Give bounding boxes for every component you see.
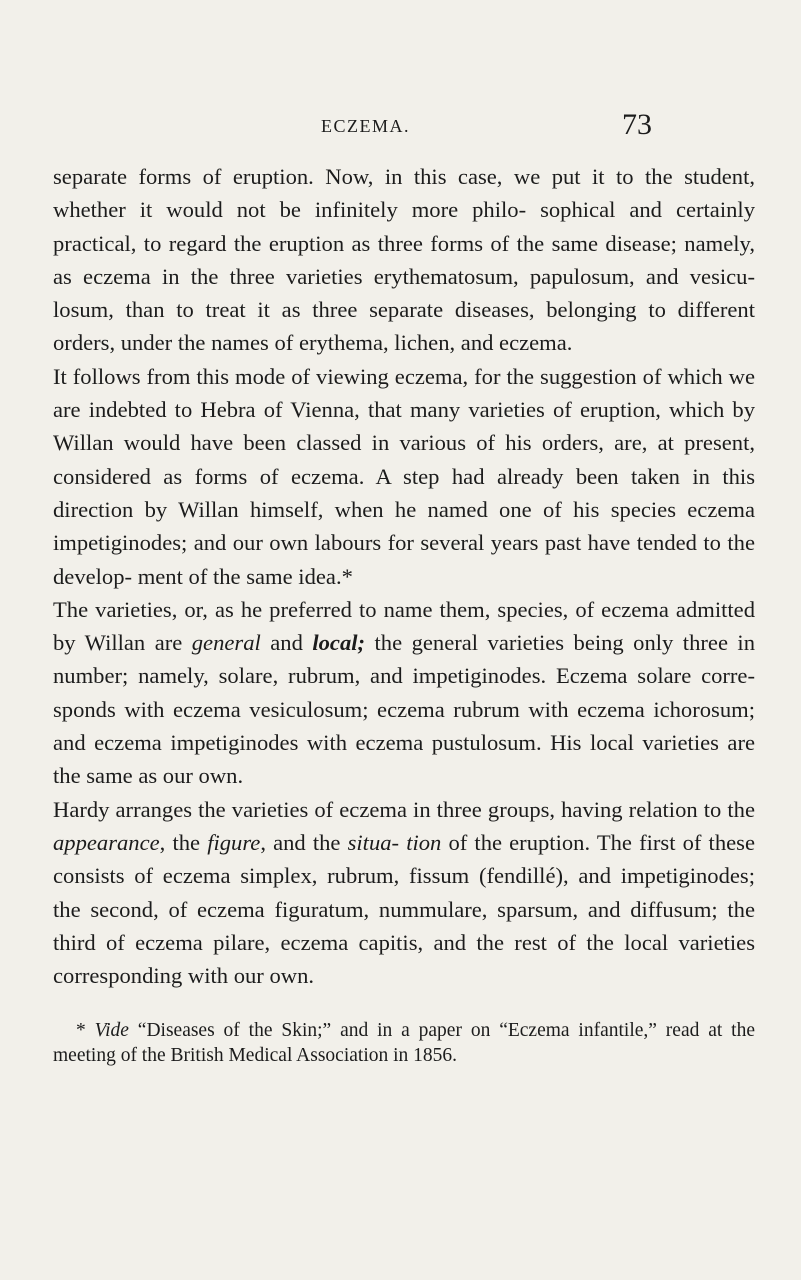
emphasis-text: local; <box>312 630 366 656</box>
emphasis-text: figure <box>207 829 261 855</box>
text-run: , the <box>159 829 208 855</box>
body-text <box>53 160 755 992</box>
footnote <box>53 1019 755 1068</box>
paragraph <box>53 360 755 593</box>
text-run: and <box>260 630 313 656</box>
paragraph <box>53 160 755 360</box>
text-run: The varieties, or, as he preferred to name them, species, of eczema admitted by Willan are <box>53 596 755 656</box>
text-run: “Diseases of the Skin;” and in a paper on “Eczema infantile,” read at the meeting of the British Medical Association in 1856. <box>53 1020 755 1066</box>
emphasis-text: situa- tion <box>347 829 442 855</box>
paragraph <box>53 793 755 993</box>
emphasis-text: Vide <box>94 1020 129 1041</box>
paragraph <box>53 593 755 793</box>
text-run: separate forms of eruption. Now, in this case, we put it to the student, whether it would not be infinitely more philo- sophical and certainly practical, to regard the eruption as three forms of the same disease; namely, as eczema in the three varieties erythematosum, papulosum, and vesicu- losum, than to treat it as three separate diseases, belonging to different orders, under the names of erythema, lichen, and eczema. <box>53 164 755 356</box>
page-header <box>0 108 801 148</box>
running-title: ECZEMA. <box>321 116 410 136</box>
text-run: of the eruption. The first of these consists of eczema simplex, rubrum, fissum (fendillé), and impetiginodes; the second, of eczema figuratum, nummulare, sparsum, and diffusum; the third of eczema pilare, eczema capitis, and the rest of the local varieties corresponding with our own. <box>53 829 755 989</box>
text-run: It follows from this mode of viewing eczema, for the suggestion of which we are indebted to Hebra of Vienna, that many varieties of eruption, which by Willan would have been classed in various of his orders, are, at present, considered as forms of eczema. A step had already been taken in this direction by Willan himself, when he named one of his species eczema impetiginodes; and our own labours for several years past have tended to the develop- ment of the same idea.* <box>53 363 755 589</box>
text-run: Hardy arranges the varieties of eczema in three groups, having relation to the <box>53 796 755 822</box>
text-run: the general varieties being only three in number; namely, solare, rubrum, and impetiginodes. Eczema solare corre- sponds with eczema vesiculosum; eczema rubrum with eczema ichorosum; and eczema impetiginodes with eczema pustulosum. His local varieties are the same as our own. <box>53 630 756 789</box>
emphasis-text: appearance <box>53 829 160 855</box>
footnote-text <box>53 1019 755 1068</box>
emphasis-text: general <box>191 630 261 656</box>
page-number: 73 <box>622 108 652 141</box>
text-run: , and the <box>260 829 348 855</box>
text-run: * <box>76 1020 95 1041</box>
